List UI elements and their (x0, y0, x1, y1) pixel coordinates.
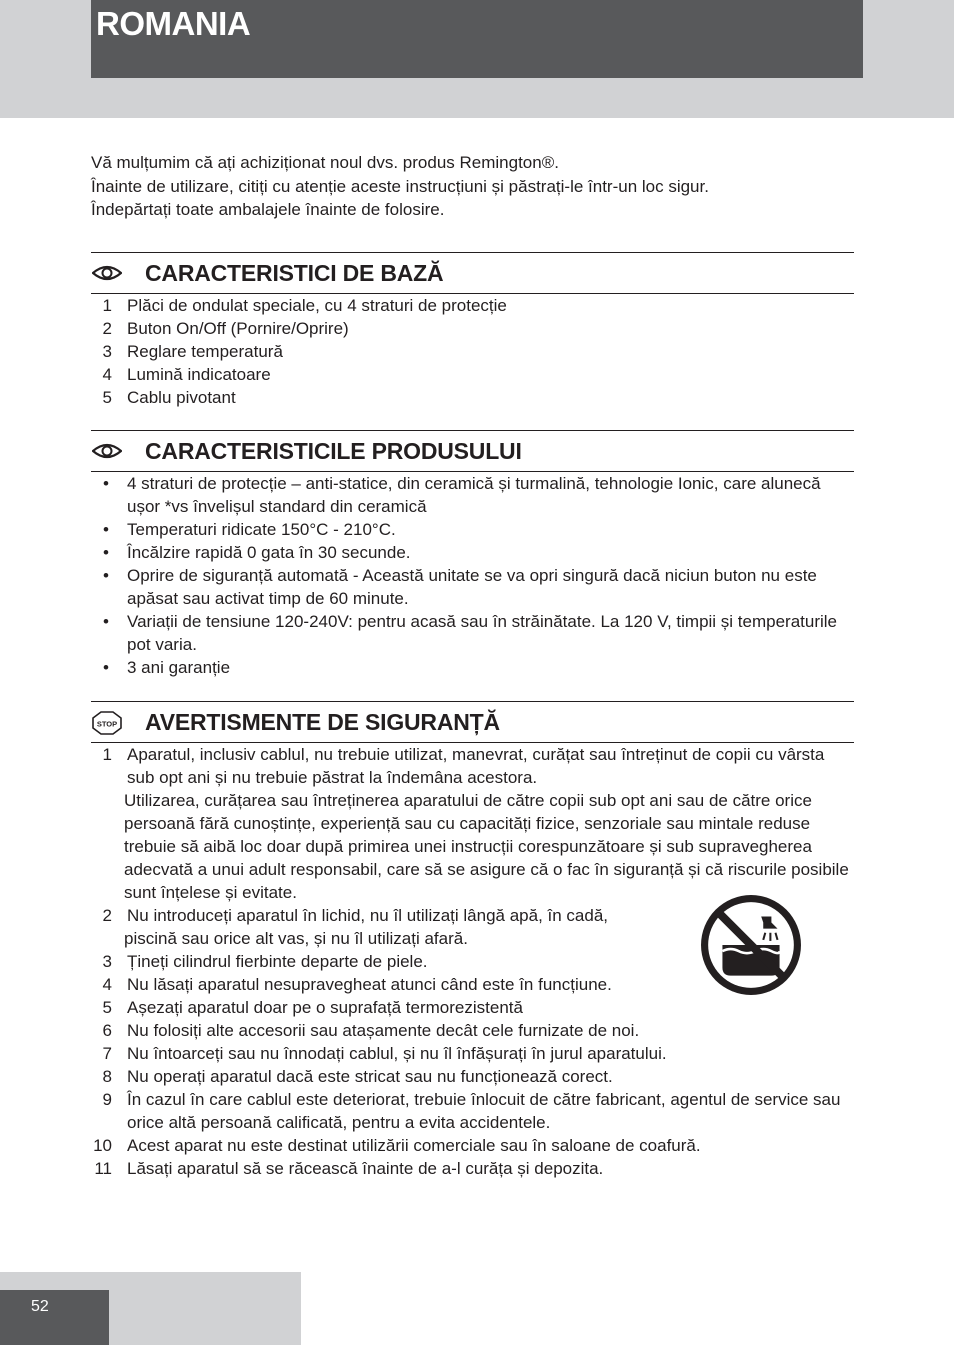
safety-item2-continuation: piscină sau orice alt vas, și nu îl utilizați afară. (124, 929, 468, 948)
safety-paragraph: Utilizarea, curățarea sau întreținerea aparatului de către copii sub opt ani sau de către orice persoană fără cunoștințe, experiență sau cu capacități fizice, senzoriale sau mintale reduse trebuie să aibă loc doar după primirea unei instrucții corespunzătoare și sub supravegherea adecvată a unui adult responsabil, care să se asigure că o fac în siguranță și că riscurile posibile sunt înțelese și evitate. (124, 791, 849, 902)
page-number: 52 (31, 1298, 49, 1315)
list-item: 1 Aparatul, inclusiv cablul, nu trebuie utilizat, manevrat, curățat sau întreținut de copii cu vârsta sub opt ani și nu trebuie păstrat la îndemâna acestora. (102, 745, 825, 787)
list-item: 5 Așezați aparatul doar pe o suprafață termorezistentă (102, 998, 523, 1017)
page-title: ROMANIA (96, 5, 251, 42)
list-item: 11 Lăsați aparatul să se răcească înainte de a-l curăța și depozita. (94, 1159, 604, 1178)
list-item: • Temperaturi ridicate 150°C - 210°C. (103, 520, 396, 539)
section-product-features (91, 430, 854, 679)
list-item: 6 Nu folosiți alte accesorii sau atașamente decât cele furnizate de noi. (102, 1021, 640, 1040)
list-item: 7 Nu întoarceți sau nu înnodați cablul, și nu îl înfășurați în jurul aparatului. (102, 1044, 667, 1063)
list-item: 2 Buton On/Off (Pornire/Oprire) (102, 319, 349, 338)
list-item: 4 Lumină indicatoare (102, 365, 271, 384)
eye-icon (92, 441, 122, 461)
list-item: 3 Reglare temperatură (102, 342, 283, 361)
list-item: 10 Acest aparat nu este destinat utilizării comerciale sau în saloane de coafură. (93, 1136, 701, 1155)
header-title-box (91, 0, 863, 78)
section-header (91, 430, 854, 472)
list-item: 5 Cablu pivotant (102, 388, 236, 407)
list-item: • Încălzire rapidă 0 gata în 30 secunde. (103, 543, 411, 562)
no-water-icon (700, 894, 802, 996)
page-number-box (0, 1290, 109, 1345)
list-item: 3 Țineți cilindrul fierbinte departe de piele. (102, 952, 428, 971)
section-header (91, 252, 854, 294)
list-item: • Oprire de siguranță automată - Această unitate se va opri singură dacă niciun buton nu este apăsat sau activat timp de 60 minute. (103, 566, 817, 608)
section-title: AVERTISMENTE DE SIGURANȚĂ (145, 709, 500, 735)
intro-text (91, 151, 851, 222)
list-item: • Variații de tensiune 120-240V: pentru acasă sau în străinătate. La 120 V, timpii și temperaturile pot varia. (103, 612, 838, 654)
section-header (91, 701, 854, 743)
stop-icon (92, 711, 122, 735)
list-item: • 4 straturi de protecție – anti-statice, din ceramică și turmalină, tehnologie Ionic, care alunecă ușor *vs învelișul standard din ceramică (103, 474, 821, 516)
product-features-list (91, 472, 854, 679)
section-title: CARACTERISTICI DE BAZĂ (145, 260, 444, 286)
intro-line: Vă mulțumim că ați achiziționat noul dvs. produs Remington®. (91, 153, 559, 172)
list-item: 1 Plăci de ondulat speciale, cu 4 straturi de protecție (102, 296, 507, 315)
safety-warnings-list (91, 743, 854, 789)
eye-icon (92, 263, 122, 283)
list-item: • 3 ani garanție (103, 658, 231, 677)
section-title: CARACTERISTICILE PRODUSULUI (145, 438, 522, 464)
section-basic-features (91, 252, 854, 409)
list-item: 4 Nu lăsați aparatul nesupravegheat atunci când este în funcțiune. (102, 975, 612, 994)
intro-line: Îndepărtați toate ambalajele înainte de folosire. (91, 200, 445, 219)
intro-line: Înainte de utilizare, citiți cu atenție aceste instrucțiuni și păstrați-le într-un loc sigur. (91, 176, 709, 196)
list-item: 8 Nu operați aparatul dacă este stricat sau nu funcționează corect. (102, 1067, 613, 1086)
list-item: 2 Nu introduceți aparatul în lichid, nu îl utilizați lângă apă, în cadă, (102, 906, 609, 925)
svg-text:STOP: STOP (96, 719, 118, 729)
basic-features-list (91, 294, 854, 409)
list-item: 9 În cazul în care cablul este deteriorat, trebuie înlocuit de către fabricant, agentul de service sau orice altă persoană calificată, pentru a evita accidentele. (102, 1090, 841, 1132)
